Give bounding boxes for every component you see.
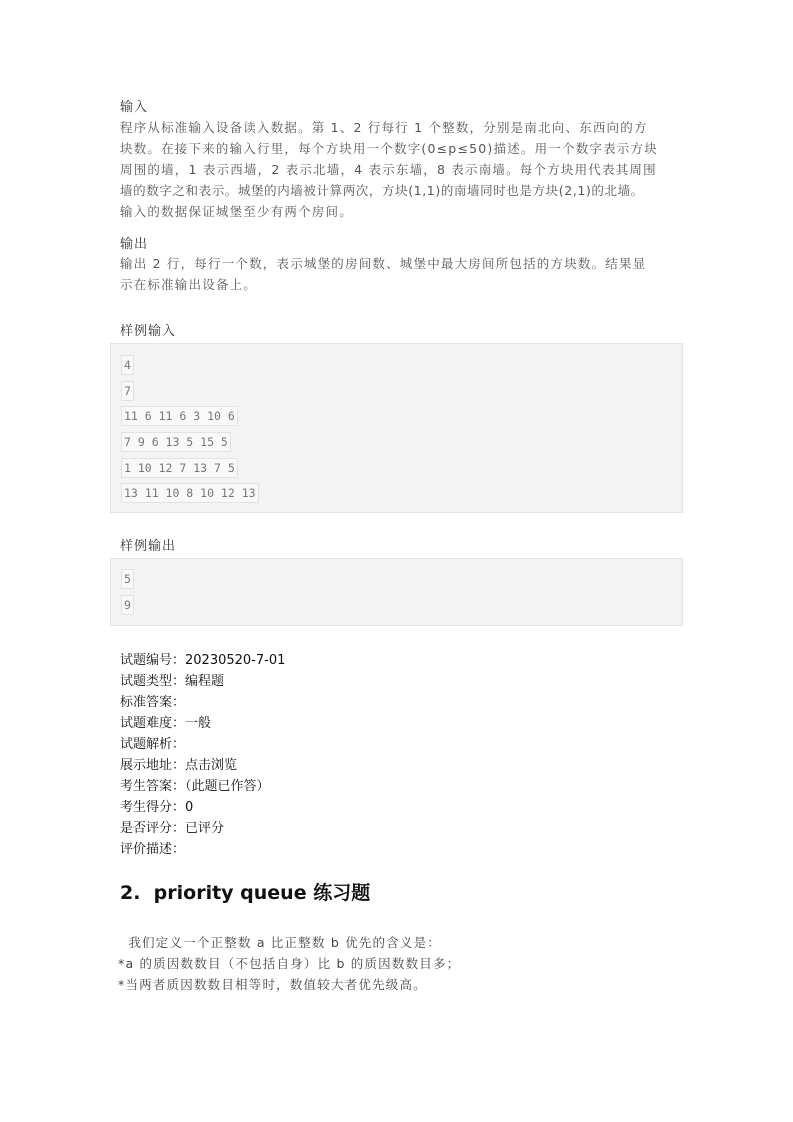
meta-row-display: 展示地址：点击浏览 (120, 758, 238, 773)
output-label: 输出 (120, 237, 149, 252)
input-description (120, 117, 658, 222)
browse-link[interactable]: 点击浏览 (185, 758, 238, 773)
input-line: 块数。在接下来的输入行里，每个方块用一个数字(0≤p≤50)描述。用一个数字表示方块 (120, 141, 658, 156)
sample-input-line: 4 (121, 355, 134, 375)
section2-intro (118, 932, 460, 995)
sample-input-label: 样例输入 (120, 324, 177, 339)
meta-row-difficulty: 试题难度：一般 (120, 716, 212, 731)
input-line: 输入的数据保证城堡至少有两个房间。 (120, 204, 353, 219)
input-line: 墙的数字之和表示。城堡的内墙被计算两次，方块(1,1)的南墙同时也是方块(2,1)的北墙。 (120, 183, 644, 198)
sample-input-line: 13 11 10 8 10 12 13 (121, 483, 259, 503)
meta-row-analysis: 试题解析： (120, 737, 186, 752)
intro-line: *当两者质因数数目相等时，数值较大者优先级高。 (118, 977, 427, 992)
sample-input-box (110, 343, 683, 513)
input-line: 程序从标准输入设备读入数据。第 1、2 行每行 1 个整数，分别是南北向、东西向的方 (120, 120, 648, 135)
sample-output-line: 5 (121, 569, 134, 589)
section-heading: 2. priority queue 练习题 (120, 882, 371, 904)
output-line: 输出 2 行，每行一个数，表示城堡的房间数、城堡中最大房间所包括的方块数。结果显 (120, 256, 647, 271)
input-line: 周围的墙，1 表示西墙，2 表示北墙，4 表示东墙，8 表示南墙。每个方块用代表其周围 (120, 162, 657, 177)
meta-row-answer: 标准答案： (120, 695, 186, 710)
sample-input-line: 7 9 6 13 5 15 5 (121, 432, 231, 452)
meta-row-type: 试题类型：编程题 (120, 674, 225, 689)
intro-line: *a 的质因数数目（不包括自身）比 b 的质因数数目多； (118, 956, 461, 971)
meta-row-score: 考生得分：0 (120, 800, 194, 815)
sample-input-line: 7 (121, 381, 134, 401)
meta-row-student-answer: 考生答案：（此题已作答） (120, 779, 270, 794)
meta-row-id: 试题编号：20230520-7-01 (120, 653, 286, 668)
output-description (120, 253, 646, 295)
sample-input-line: 11 6 11 6 3 10 6 (121, 406, 238, 426)
meta-row-graded: 是否评分：已评分 (120, 821, 225, 836)
meta-row-comment: 评价描述： (120, 842, 186, 857)
sample-output-label: 样例输出 (120, 539, 177, 554)
output-line: 示在标准输出设备上。 (120, 277, 258, 292)
intro-line: 我们定义一个正整数 a 比正整数 b 优先的含义是： (118, 935, 442, 950)
input-label: 输入 (120, 100, 149, 115)
sample-input-line: 1 10 12 7 13 7 5 (121, 458, 238, 478)
sample-output-line: 9 (121, 595, 134, 615)
sample-output-box (110, 558, 683, 626)
